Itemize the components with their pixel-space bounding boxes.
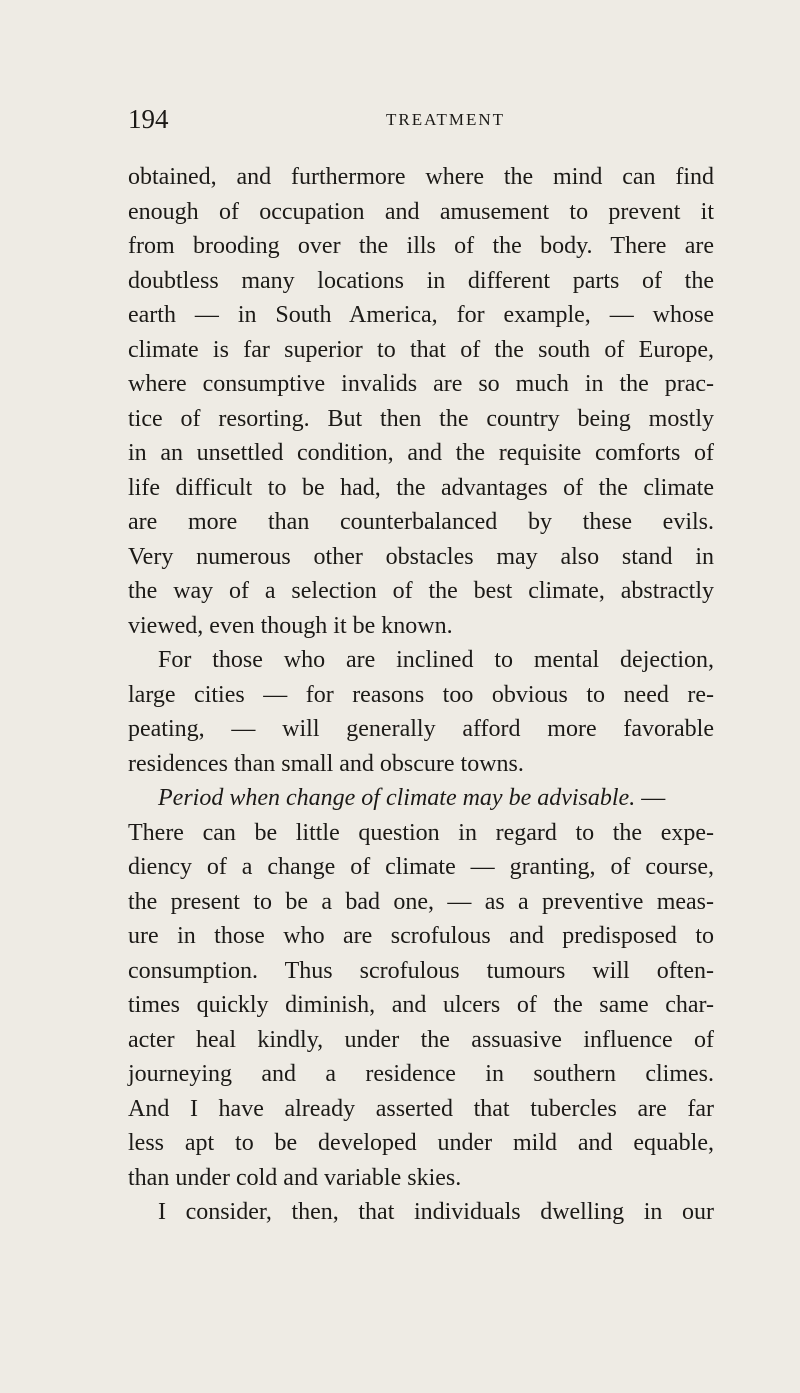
text-line: life difficult to be had, the advantages of the climate <box>128 474 714 501</box>
text-line: ure in those who are scrofulous and predisposed to <box>128 923 714 949</box>
text-line: the present to be a bad one, — as a preventive meas- <box>128 888 714 915</box>
text-line: journeying and a residence in southern climes. <box>128 1061 714 1087</box>
paragraph-1 <box>128 160 714 643</box>
text-line: Very numerous other obstacles may also stand in <box>128 543 714 570</box>
text-line: from brooding over the ills of the body. There are <box>128 233 714 259</box>
text-line: residences than small and obscure towns. <box>128 750 524 777</box>
text-line: doubtless many locations in different parts of the <box>128 267 714 294</box>
running-head: TREATMENT <box>386 110 506 129</box>
text-line: acter heal kindly, under the assuasive influence of <box>128 1026 714 1053</box>
text-line: peating, — will generally afford more favorable <box>128 716 714 742</box>
text-line: There can be little question in regard to the expe- <box>128 819 714 846</box>
text-line: are more than counterbalanced by these evils. <box>128 509 714 535</box>
text-line: viewed, even though it be known. <box>128 612 453 639</box>
text-line: tice of resorting. But then the country being mostly <box>128 405 714 432</box>
body-text <box>128 160 714 1230</box>
text-line: large cities — for reasons too obvious to need re- <box>128 681 714 708</box>
text-line: diency of a change of climate — granting, of course, <box>128 854 714 880</box>
text-line: climate is far superior to that of the south of Europe, <box>128 336 714 363</box>
text-line: than under cold and variable skies. <box>128 1164 462 1191</box>
text-line: consumption. Thus scrofulous tumours will often- <box>128 957 714 984</box>
text-line: where consumptive invalids are so much in the prac- <box>128 371 714 397</box>
section-heading-line <box>128 781 714 816</box>
text-line: times quickly diminish, and ulcers of the same char- <box>128 992 714 1018</box>
page-header <box>128 102 716 136</box>
text-line: less apt to be developed under mild and equable, <box>128 1130 714 1156</box>
text-line: For those who are inclined to mental dejection, <box>158 647 714 673</box>
page-number: 194 <box>128 104 169 134</box>
text-line: the way of a selection of the best climate, abstractly <box>128 578 714 604</box>
text-line: obtained, and furthermore where the mind can find <box>128 164 714 190</box>
text-line: earth — in South America, for example, — whose <box>128 302 714 328</box>
paragraph-4 <box>128 1195 714 1230</box>
text-line: enough of occupation and amusement to prevent it <box>128 198 714 225</box>
text-line: And I have already asserted that tubercles are far <box>128 1095 714 1122</box>
paragraph-2 <box>128 643 714 781</box>
section-heading: Period when change of climate may be advisable. <box>158 785 636 811</box>
text-line: I consider, then, that individuals dwelling in our <box>158 1199 714 1225</box>
text-line: in an unsettled condition, and the requisite comforts of <box>128 440 714 466</box>
heading-dash: — <box>635 785 666 811</box>
paragraph-3 <box>128 781 714 1195</box>
